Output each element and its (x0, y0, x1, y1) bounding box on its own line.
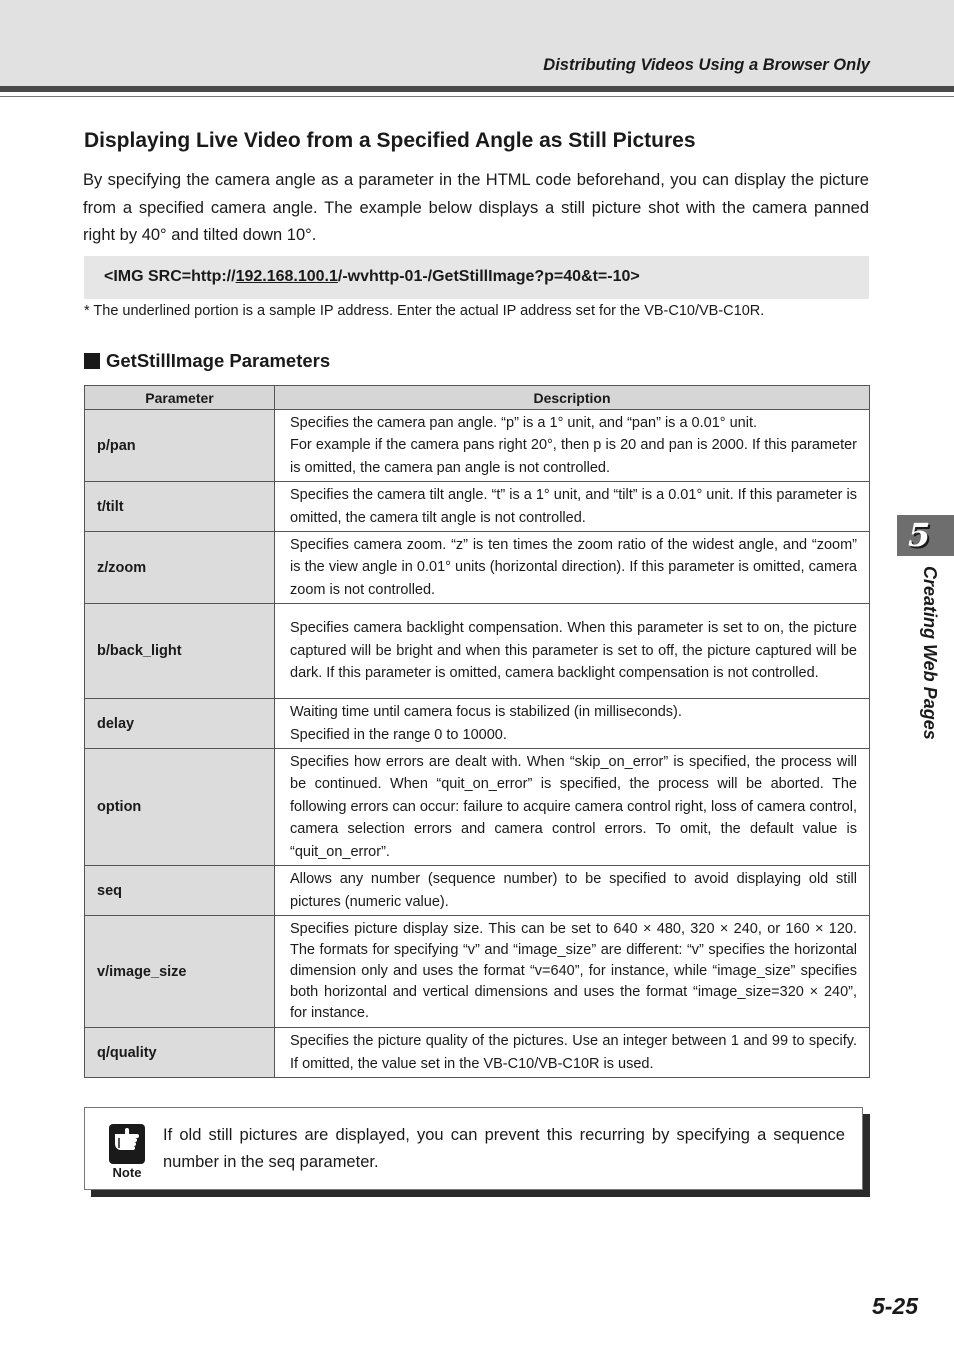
description-line: Waiting time until camera focus is stabilized (in milliseconds). (290, 704, 682, 720)
description-line: Specifies picture display size. This can be set to 640 × 480, 320 × 240, or 160 × 120. The formats for specifying “v” and “image_size” are different: “v” specifies the horizontal dimension only and uses the format “v=640”, for instance, while “image_size” specifies both horizontal and vertical dimensions and uses the format “image_size=320 × 240”, for instance. (290, 921, 857, 1021)
note-label: Note (112, 1165, 142, 1180)
params-heading (84, 350, 330, 372)
description-line: Specifies how errors are dealt with. When “skip_on_error” is specified, the process will be continued. When “quit_on_error” is specified, the process will be aborted. The following errors can occur: failure to acquire camera control right, loss of camera control, camera selection errors and camera control errors. To omit, the default value is “quit_on_error”. (290, 753, 857, 860)
param-description (275, 532, 870, 604)
param-name: p/pan (85, 410, 275, 482)
params-heading-text: GetStillImage Parameters (106, 350, 331, 371)
column-header-parameter: Parameter (85, 386, 275, 410)
table-row (85, 410, 870, 482)
section-title: Displaying Live Video from a Specified Angle as Still Pictures (84, 129, 696, 152)
description-line: Specified in the range 0 to 10000. (290, 726, 507, 743)
code-sample-ip: 192.168.100.1 (235, 268, 338, 285)
param-description (275, 699, 870, 749)
param-name: seq (85, 866, 275, 916)
param-description (275, 604, 870, 699)
param-name: t/tilt (85, 482, 275, 532)
description-line: Specifies camera zoom. “z” is ten times the zoom ratio of the widest angle, and “zoom” is the view angle in 0.01° units (horizontal direction). If this parameter is omitted, camera zoom is not controlled. (290, 536, 857, 598)
param-name: delay (85, 699, 275, 749)
footnote: * The underlined portion is a sample IP address. Enter the actual IP address set for the VB-C10/VB-C10R. (84, 303, 765, 319)
description-line: Specifies the camera pan angle. “p” is a 1° unit, and “pan” is a 0.01° unit. (290, 414, 758, 431)
param-name: b/back_light (85, 604, 275, 699)
table-row (85, 1028, 870, 1078)
square-bullet-icon (84, 353, 100, 369)
column-header-description: Description (275, 386, 870, 410)
table-row (85, 604, 870, 699)
description-line: Specifies the picture quality of the pictures. Use an integer between 1 and 99 to specify. If omitted, the value set in the VB-C10/VB-C10R is used. (290, 1033, 857, 1072)
table-row (85, 866, 870, 916)
table-row (85, 749, 870, 866)
param-name: z/zoom (85, 532, 275, 604)
header-rule (0, 86, 954, 92)
table-header-row (85, 386, 870, 410)
code-suffix: /-wvhttp-01-/GetStillImage?p=40&t=-10> (337, 268, 640, 285)
code-example (84, 256, 869, 299)
chapter-title: Creating Web Pages (920, 566, 940, 740)
running-header-title: Distributing Videos Using a Browser Only (543, 56, 870, 74)
pointing-hand-icon (109, 1124, 145, 1164)
table-row (85, 699, 870, 749)
note-text: If old still pictures are displayed, you can prevent this recurring by specifying a sequence number in the seq parameter. (163, 1126, 845, 1171)
header-rule-thin (0, 96, 954, 97)
param-description (275, 749, 870, 866)
param-description (275, 916, 870, 1028)
param-description (275, 866, 870, 916)
param-description (275, 410, 870, 482)
table-row (85, 482, 870, 532)
intro-paragraph: By specifying the camera angle as a parameter in the HTML code beforehand, you can display the picture from a specified camera angle. The example below displays a still picture shot with the camera panned right by 40° and tilted down 10°. (83, 171, 869, 244)
param-name: option (85, 749, 275, 866)
param-name: v/image_size (85, 916, 275, 1028)
table-row (85, 916, 870, 1028)
description-line: Specifies the camera tilt angle. “t” is a 1° unit, and “tilt” is a 0.01° unit. If this parameter is omitted, the camera tilt angle is not controlled. (290, 487, 857, 526)
note-hand-icon (109, 1124, 145, 1164)
parameters-table (84, 385, 870, 1078)
code-prefix: <IMG SRC=http:// (104, 268, 236, 285)
param-description (275, 1028, 870, 1078)
description-line: For example if the camera pans right 20°, then p is 20 and pan is 2000. If this parameter is omitted, the camera pan angle is not controlled. (290, 437, 857, 476)
description-line: Allows any number (sequence number) to be specified to avoid displaying old still pictures (numeric value). (290, 871, 857, 910)
table-row (85, 532, 870, 604)
chapter-number: 5 (908, 516, 931, 554)
page-number: 5-25 (871, 1293, 918, 1319)
param-name: q/quality (85, 1028, 275, 1078)
note-box (84, 1107, 863, 1190)
description-line: Specifies camera backlight compensation. When this parameter is set to on, the picture captured will be bright and when this parameter is set to off, the picture captured will be dark. If this parameter is omitted, camera backlight compensation is not controlled. (290, 620, 857, 682)
param-description (275, 482, 870, 532)
